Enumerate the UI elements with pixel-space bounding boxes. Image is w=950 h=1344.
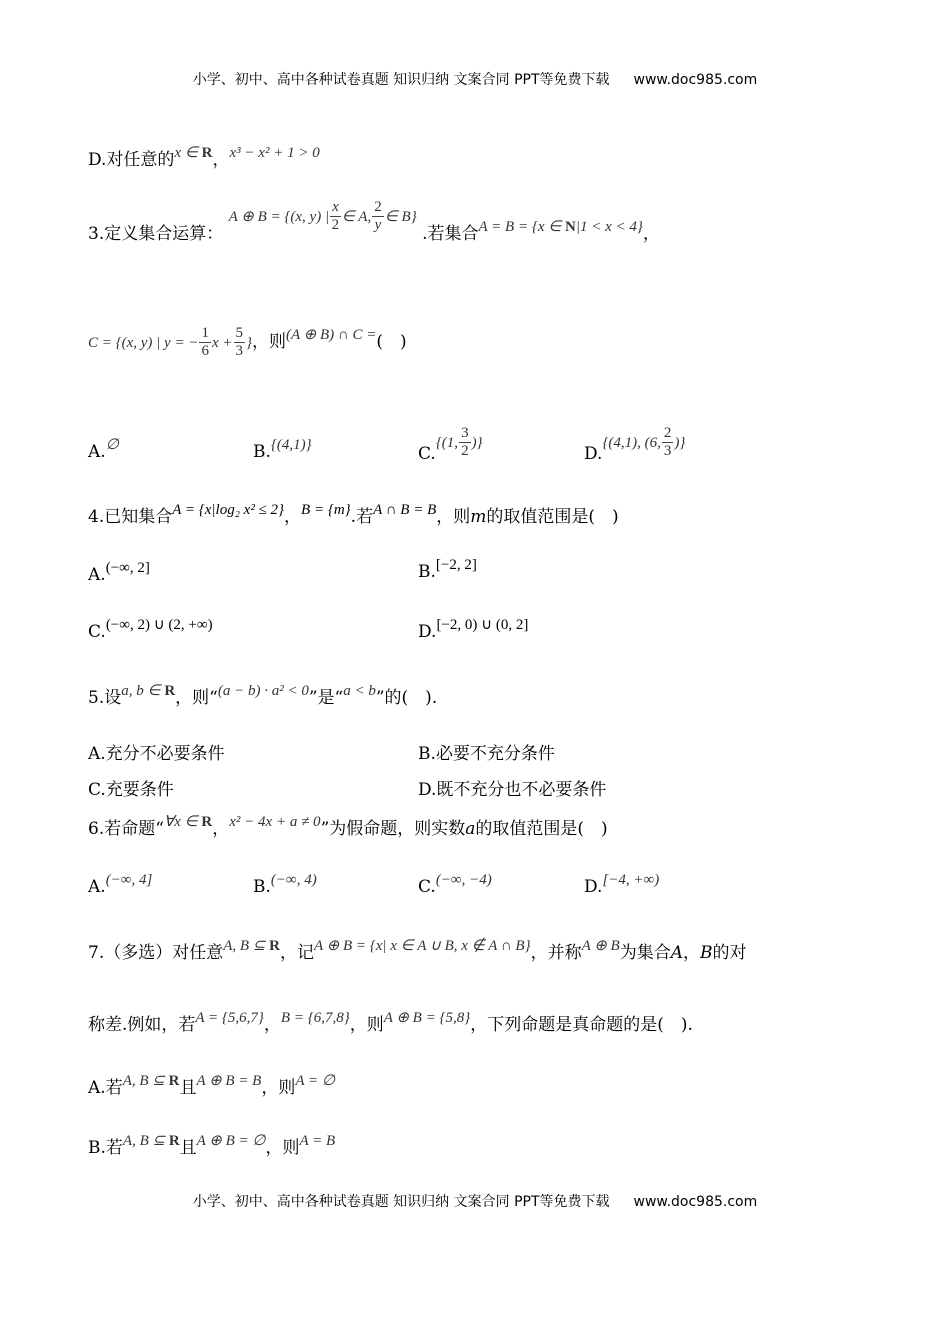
- text: 且: [179, 1078, 197, 1098]
- math: R: [168, 1073, 180, 1089]
- header-url: www.doc985.com: [633, 72, 758, 88]
- label: C.: [418, 877, 436, 897]
- math: {(4,1), (6,: [602, 435, 661, 451]
- math: B: [700, 943, 713, 963]
- fraction-part: 2: [331, 217, 340, 233]
- label: D.: [418, 622, 437, 642]
- q7-option-a[interactable]: [88, 1073, 335, 1101]
- math: A = {x|log₂ x² ≤ 2}: [172, 502, 285, 518]
- q5-option-c[interactable]: C.充要条件: [88, 780, 174, 800]
- q5-option-a[interactable]: A.充分不必要条件: [88, 744, 225, 764]
- question-7: [88, 938, 747, 966]
- fraction-part: 6: [201, 343, 209, 359]
- math: x ∈: [174, 145, 202, 161]
- math: ∈ A,: [341, 209, 372, 225]
- label: 5.设: [88, 688, 122, 708]
- label: D.对任意的: [88, 150, 175, 170]
- math: a: [465, 819, 476, 839]
- text: ，: [284, 507, 302, 527]
- math: ∅: [105, 437, 119, 453]
- math: A = B: [299, 1133, 336, 1149]
- text: ，: [642, 224, 660, 244]
- text: ，则“: [175, 688, 218, 708]
- text: ，则: [261, 1078, 296, 1098]
- label: B.: [418, 562, 436, 582]
- math: m: [470, 507, 487, 527]
- math: )}: [471, 435, 483, 451]
- text: ，则: [252, 332, 286, 352]
- text: 的取值范围是( ): [486, 507, 619, 527]
- label: C.: [418, 444, 436, 464]
- label: 3.定义集合运算：: [88, 224, 224, 244]
- text: ，则: [265, 1138, 300, 1158]
- text: 称差.例如，若: [88, 1015, 196, 1035]
- fraction-part: 3: [461, 425, 469, 441]
- math: R: [269, 938, 280, 954]
- question-6: [88, 814, 608, 842]
- math: (A ⊕ B) ∩ C =: [286, 327, 377, 343]
- fraction: [662, 425, 674, 460]
- answer-blank: ( ): [376, 332, 407, 352]
- text: .若: [350, 507, 374, 527]
- math: A ⊕ B = B: [196, 1073, 262, 1089]
- text: ”为假命题，则实数: [320, 819, 466, 839]
- math: A ⊕ B = {x| x ∈ A ∪ B, x ∉ A ∩ B}: [313, 938, 531, 954]
- text: 为集合: [619, 943, 671, 963]
- math: R: [168, 1133, 180, 1149]
- label: A.: [88, 565, 106, 585]
- label: A.: [88, 442, 106, 462]
- fraction-part: 2: [663, 425, 672, 441]
- math: A = B = {x ∈: [478, 219, 566, 235]
- math: a < b: [343, 683, 376, 699]
- label: A.: [88, 877, 106, 897]
- label: B.若: [88, 1138, 123, 1158]
- math: |1 < x < 4}: [575, 219, 643, 235]
- q6-option-c[interactable]: [418, 872, 492, 897]
- question-7-line-2: [88, 1010, 693, 1038]
- text: ，则: [436, 507, 471, 527]
- fraction: [372, 199, 384, 234]
- fraction: [199, 325, 211, 360]
- text: ，下列命题是真命题的是( ).: [470, 1015, 693, 1035]
- q5-option-b[interactable]: B.必要不充分条件: [418, 744, 555, 764]
- text: ，: [212, 819, 230, 839]
- math: x +: [211, 335, 233, 351]
- math: (a − b) · a² < 0: [217, 683, 309, 699]
- text: ，: [212, 150, 230, 170]
- math: a, b ∈: [121, 683, 165, 699]
- math: A = {5,6,7}: [195, 1010, 264, 1026]
- fraction-part: y: [374, 217, 382, 233]
- fraction-part: 1: [201, 325, 209, 341]
- math: N: [565, 219, 576, 235]
- math: A ⊕ B = {5,8}: [383, 1010, 471, 1026]
- math: (−∞, 4]: [105, 872, 153, 888]
- q3-option-b[interactable]: [253, 437, 312, 462]
- label: B.: [253, 442, 271, 462]
- math: [−4, +∞): [602, 872, 660, 888]
- math: ∈ B}: [384, 209, 417, 225]
- question-3-set-c: [88, 322, 407, 363]
- fraction-part: 3: [663, 443, 672, 459]
- text: ”的( ).: [375, 688, 438, 708]
- math: ∀x ∈: [163, 814, 202, 830]
- math: }: [246, 335, 252, 351]
- math: A: [670, 943, 683, 963]
- q4-option-a[interactable]: [88, 560, 150, 585]
- math: R: [201, 814, 213, 830]
- q7-option-b[interactable]: [88, 1133, 336, 1161]
- math: )}: [674, 435, 686, 451]
- q3-option-d[interactable]: [584, 418, 685, 467]
- label: B.: [253, 877, 271, 897]
- label: D.: [584, 444, 603, 464]
- math: (−∞, −4): [435, 872, 492, 888]
- math: x³ − x² + 1 > 0: [229, 145, 320, 161]
- text: 的取值范围是( ): [475, 819, 608, 839]
- math: C = {(x, y) | y = −: [88, 335, 199, 351]
- fraction-part: 3: [235, 343, 243, 359]
- label: A.若: [88, 1078, 123, 1098]
- q4-option-d[interactable]: [418, 617, 529, 642]
- math: A ∩ B = B: [373, 502, 437, 518]
- text: ”是“: [308, 688, 344, 708]
- q3-option-a[interactable]: [88, 437, 119, 462]
- fraction: [459, 425, 471, 460]
- fraction: [330, 199, 341, 234]
- math: A ⊕ B = ∅: [196, 1133, 266, 1149]
- question-4: [88, 502, 619, 530]
- math: R: [164, 683, 176, 699]
- math: A ⊕ B: [581, 938, 620, 954]
- math: A, B ⊆: [122, 1133, 169, 1149]
- math: B = {6,7,8}: [280, 1010, 350, 1026]
- math: (−∞, 4): [270, 872, 317, 888]
- label: 4.已知集合: [88, 507, 173, 527]
- math: A ⊕ B = {(x, y) |: [228, 209, 330, 225]
- text: .若集合: [422, 224, 479, 244]
- footer-text: 小学、初中、高中各种试卷真题 知识归纳 文案合同 PPT等免费下载: [192, 1194, 610, 1210]
- fraction-part: 5: [235, 325, 243, 341]
- math: (−∞, 2]: [105, 560, 150, 576]
- label: C.: [88, 622, 106, 642]
- math: A = ∅: [295, 1073, 335, 1089]
- label: 6.若命题“: [88, 819, 164, 839]
- math: A, B ⊆: [122, 1073, 169, 1089]
- fraction-part: x: [332, 199, 339, 215]
- fraction-part: 2: [461, 443, 469, 459]
- text: 的对: [712, 943, 747, 963]
- math: [−2, 2]: [435, 557, 477, 573]
- q2-option-d: [88, 145, 320, 173]
- header-text: 小学、初中、高中各种试卷真题 知识归纳 文案合同 PPT等免费下载: [192, 72, 610, 88]
- text: ，: [683, 943, 700, 963]
- q3-option-c[interactable]: [418, 418, 483, 467]
- math: A, B ⊆: [223, 938, 270, 954]
- q5-option-d[interactable]: D.既不充分也不必要条件: [418, 780, 607, 800]
- q6-option-b[interactable]: [253, 872, 317, 897]
- math: [−2, 0) ∪ (0, 2]: [436, 617, 529, 633]
- label: D.: [584, 877, 603, 897]
- question-3: [88, 199, 660, 255]
- text: ，记: [279, 943, 314, 963]
- math: R: [201, 145, 213, 161]
- math: (−∞, 2) ∪ (2, +∞): [105, 617, 213, 633]
- text: ，并称: [530, 943, 582, 963]
- math: {(4,1)}: [270, 437, 312, 453]
- footer-url: www.doc985.com: [633, 1194, 758, 1210]
- q4-option-b[interactable]: [418, 557, 477, 582]
- math: B = {m}: [301, 502, 351, 518]
- q6-option-a[interactable]: [88, 872, 153, 897]
- fraction: [234, 325, 246, 360]
- q4-option-c[interactable]: [88, 617, 213, 642]
- page-footer: [0, 1191, 950, 1211]
- text: 且: [179, 1138, 197, 1158]
- math: {(1,: [435, 435, 459, 451]
- q6-option-d[interactable]: [584, 872, 660, 897]
- fraction-part: 2: [374, 199, 382, 215]
- math: x² − 4x + a ≠ 0: [229, 814, 321, 830]
- question-5: [88, 683, 438, 711]
- text: ，: [263, 1015, 281, 1035]
- page-header: [0, 69, 950, 89]
- text: ，则: [349, 1015, 384, 1035]
- label: 7.（多选）对任意: [88, 943, 224, 963]
